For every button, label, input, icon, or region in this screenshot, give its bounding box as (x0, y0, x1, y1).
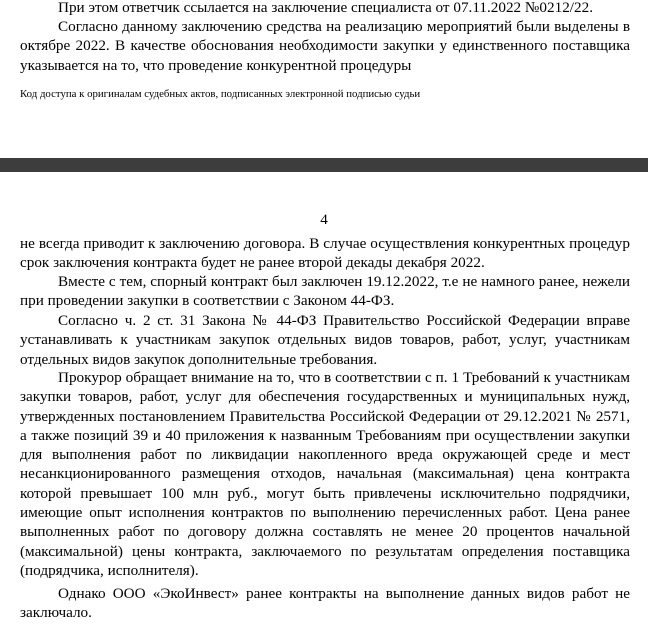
page-separator (0, 158, 648, 172)
paragraph-law-44fz: Согласно ч. 2 ст. 31 Закона № 44-ФЗ Правительство Российской Федерации вправе устанавливать к участникам закупок отдельных видов товаров, работ, услуг, участникам отдельных видов закупок дополнительные требования. (20, 312, 630, 368)
paragraph-ecoinvest: Однако ООО «ЭкоИнвест» ранее контракты на выполнение данных видов работ не заключало. (20, 585, 630, 622)
document-page-top (0, 0, 648, 158)
page-number: 4 (320, 211, 328, 228)
paragraph-continuation: не всегда приводит к заключению договора. В случае осуществления конкурентных процедур срок заключения контракта будет не ранее второй декады декабря 2022. (20, 235, 630, 272)
paragraph-prosecutor: Прокурор обращает внимание на то, что в соответствии с п. 1 Требований к участникам закупки товаров, работ, услуг для обеспечения государственных и муниципальных нужд, утвержденных постановлением Правительства Российской Федерации от 29.12.2021 № 2571, а также позиций 39 и 40 приложения к названным Требованиям при осуществлении закупки для выполнения работ по ликвидации накопленного вреда окружающей среде и мест несанкционированного размещения отходов, начальная (максимальная) цена контракта которой превышает 100 млн руб., могут быть привлечены исключительно подрядчики, имеющие опыт исполнения контрактов по выполнению перечисленных работ. Цена ранее выполненных работ по договору должна составлять не менее 20 процентов начальной (максимальной) цены контракта, заключаемого по результатам определения поставщика (подрядчика, исполнителя). (20, 369, 630, 579)
paragraph-contract-date: Вместе с тем, спорный контракт был заключен 19.12.2022, т.е не намного ранее, нежели при проведении закупки в соответствии с Законом 44-ФЗ. (20, 273, 630, 310)
paragraph-expert-opinion: При этом ответчик ссылается на заключение специалиста от 07.11.2022 №0212/22. (58, 0, 594, 16)
document-page-bottom (0, 172, 648, 642)
page-footer-access-code: Код доступа к оригиналам судебных актов, подписанных электронной подписью судьи (20, 88, 421, 100)
paragraph-funding: Согласно данному заключению средства на реализацию мероприятий были выделены в октябре 2022. В качестве обоснования необходимости закупки у единственного поставщика указывается на то, что проведение конкурентной процедуры (20, 18, 630, 74)
